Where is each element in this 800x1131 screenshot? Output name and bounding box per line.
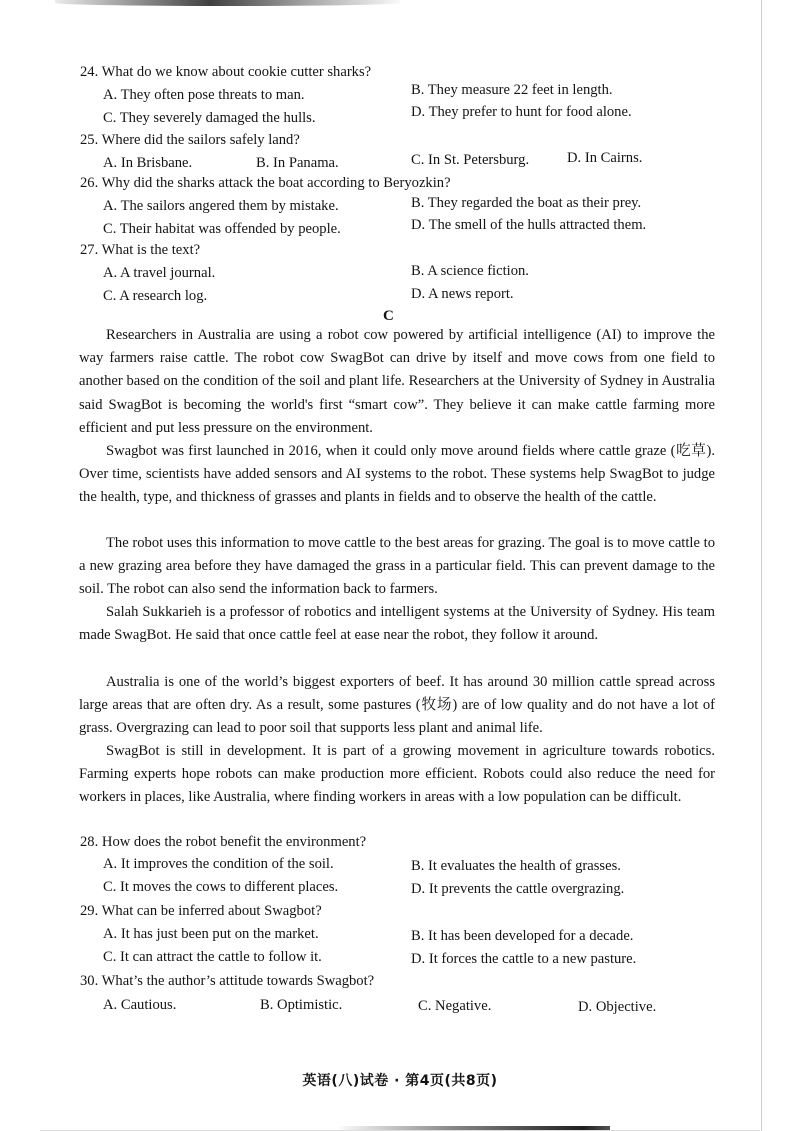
option-a[interactable]: A. A travel journal. (103, 265, 216, 281)
question-text: Where did the sailors safely land? (101, 132, 300, 148)
scan-edge-line (761, 0, 762, 1131)
question-text: What’s the author’s attitude towards Swagbot? (101, 973, 375, 989)
question-stem (80, 901, 322, 921)
option-b[interactable]: B. In Panama. (256, 155, 339, 171)
option-a[interactable]: A. Cautious. (103, 997, 177, 1013)
question-stem (80, 173, 451, 193)
option-d[interactable]: D. A news report. (411, 286, 514, 302)
option-c[interactable]: C. It moves the cows to different places. (103, 879, 339, 895)
passage-paragraph-2: Swagbot was first launched in 2016, when it could only move around fields where cattle graze (吃草). Over time, scientists have added sensors and AI systems to the robot. These systems help SwagBot to judge the health, type, and thickness of grasses and plants in fields and to observe the health of the cattle. (79, 443, 715, 506)
option-b[interactable]: B. They measure 22 feet in length. (411, 82, 613, 98)
question-stem (80, 240, 200, 260)
option-d[interactable]: D. Objective. (578, 999, 657, 1015)
section-title: C (383, 308, 394, 324)
question-number: 26. (80, 175, 99, 191)
option-b[interactable]: B. It evaluates the health of grasses. (411, 858, 621, 874)
option-d[interactable]: D. It prevents the cattle overgrazing. (411, 881, 625, 897)
option-a[interactable]: A. They often pose threats to man. (103, 87, 305, 103)
question-number: 27. (80, 242, 99, 258)
question-stem (80, 832, 366, 852)
scan-smudge-top (55, 0, 400, 6)
option-c[interactable]: C. They severely damaged the hulls. (103, 110, 316, 126)
option-b[interactable]: B. A science fiction. (411, 263, 529, 279)
question-text: Why did the sharks attack the boat according to Beryozkin? (101, 175, 451, 191)
page-footer: 英语(八)试卷 · 第4页(共8页) (302, 1073, 498, 1089)
option-a[interactable]: A. It improves the condition of the soil. (103, 856, 334, 872)
question-stem (80, 130, 300, 150)
question-stem (80, 971, 374, 991)
passage-paragraph-3: The robot uses this information to move cattle to the best areas for grazing. The goal is to move cattle to a new grazing area before they have damaged the grass in a particular field. This can prevent damage to the soil. The robot can also send the information back to farmers. (79, 535, 715, 598)
passage-paragraph-1: Researchers in Australia are using a robot cow powered by artificial intelligence (AI) to improve the way farmers raise cattle. The robot cow SwagBot can drive by itself and move cows from one field to another based on the condition of the soil and plant life. Researchers at the University of Sydney in Australia said SwagBot is becoming the world's first “smart cow”. They believe it can make cattle farming more efficient and put less pressure on the environment. (79, 327, 715, 436)
question-stem (80, 62, 371, 82)
option-c[interactable]: C. Their habitat was offended by people. (103, 221, 341, 237)
question-text: What can be inferred about Swagbot? (101, 903, 322, 919)
option-b[interactable]: B. Optimistic. (260, 997, 343, 1013)
option-b[interactable]: B. They regarded the boat as their prey. (411, 195, 642, 211)
question-number: 29. (80, 903, 99, 919)
passage-paragraph-6: SwagBot is still in development. It is part of a growing movement in agriculture towards robotics. Farming experts hope robots can make production more efficient. Robots could also reduce the need for workers in places, like Australia, where finding workers in areas with a low population can be difficult. (79, 743, 715, 806)
option-c[interactable]: C. It can attract the cattle to follow it. (103, 949, 322, 965)
option-a[interactable]: A. In Brisbane. (103, 155, 193, 171)
option-a[interactable]: A. It has just been put on the market. (103, 926, 319, 942)
passage-paragraph-4: Salah Sukkarieh is a professor of robotics and intelligent systems at the University of Sydney. His team made SwagBot. He said that once cattle feel at ease near the robot, they follow it around. (79, 604, 715, 644)
question-text: What is the text? (101, 242, 201, 258)
option-d[interactable]: D. They prefer to hunt for food alone. (411, 104, 632, 120)
question-text: How does the robot benefit the environment? (101, 834, 367, 850)
option-c[interactable]: C. In St. Petersburg. (411, 152, 530, 168)
option-a[interactable]: A. The sailors angered them by mistake. (103, 198, 339, 214)
question-number: 25. (80, 132, 99, 148)
option-c[interactable]: C. A research log. (103, 288, 208, 304)
passage-paragraph-5: Australia is one of the world’s biggest exporters of beef. It has around 30 million cattle spread across large areas that are often dry. As a result, some pastures (牧场) are of low quality and do not have a lot of grass. Overgrazing can lead to poor soil that supports less plant and animal life. (79, 674, 715, 737)
question-number: 24. (80, 64, 99, 80)
option-b[interactable]: B. It has been developed for a decade. (411, 928, 634, 944)
question-number: 28. (80, 834, 99, 850)
question-text: What do we know about cookie cutter sharks? (101, 64, 372, 80)
option-c[interactable]: C. Negative. (418, 998, 492, 1014)
option-d[interactable]: D. In Cairns. (567, 150, 643, 166)
option-d[interactable]: D. It forces the cattle to a new pasture. (411, 951, 637, 967)
question-number: 30. (80, 973, 99, 989)
option-d[interactable]: D. The smell of the hulls attracted them. (411, 217, 647, 233)
